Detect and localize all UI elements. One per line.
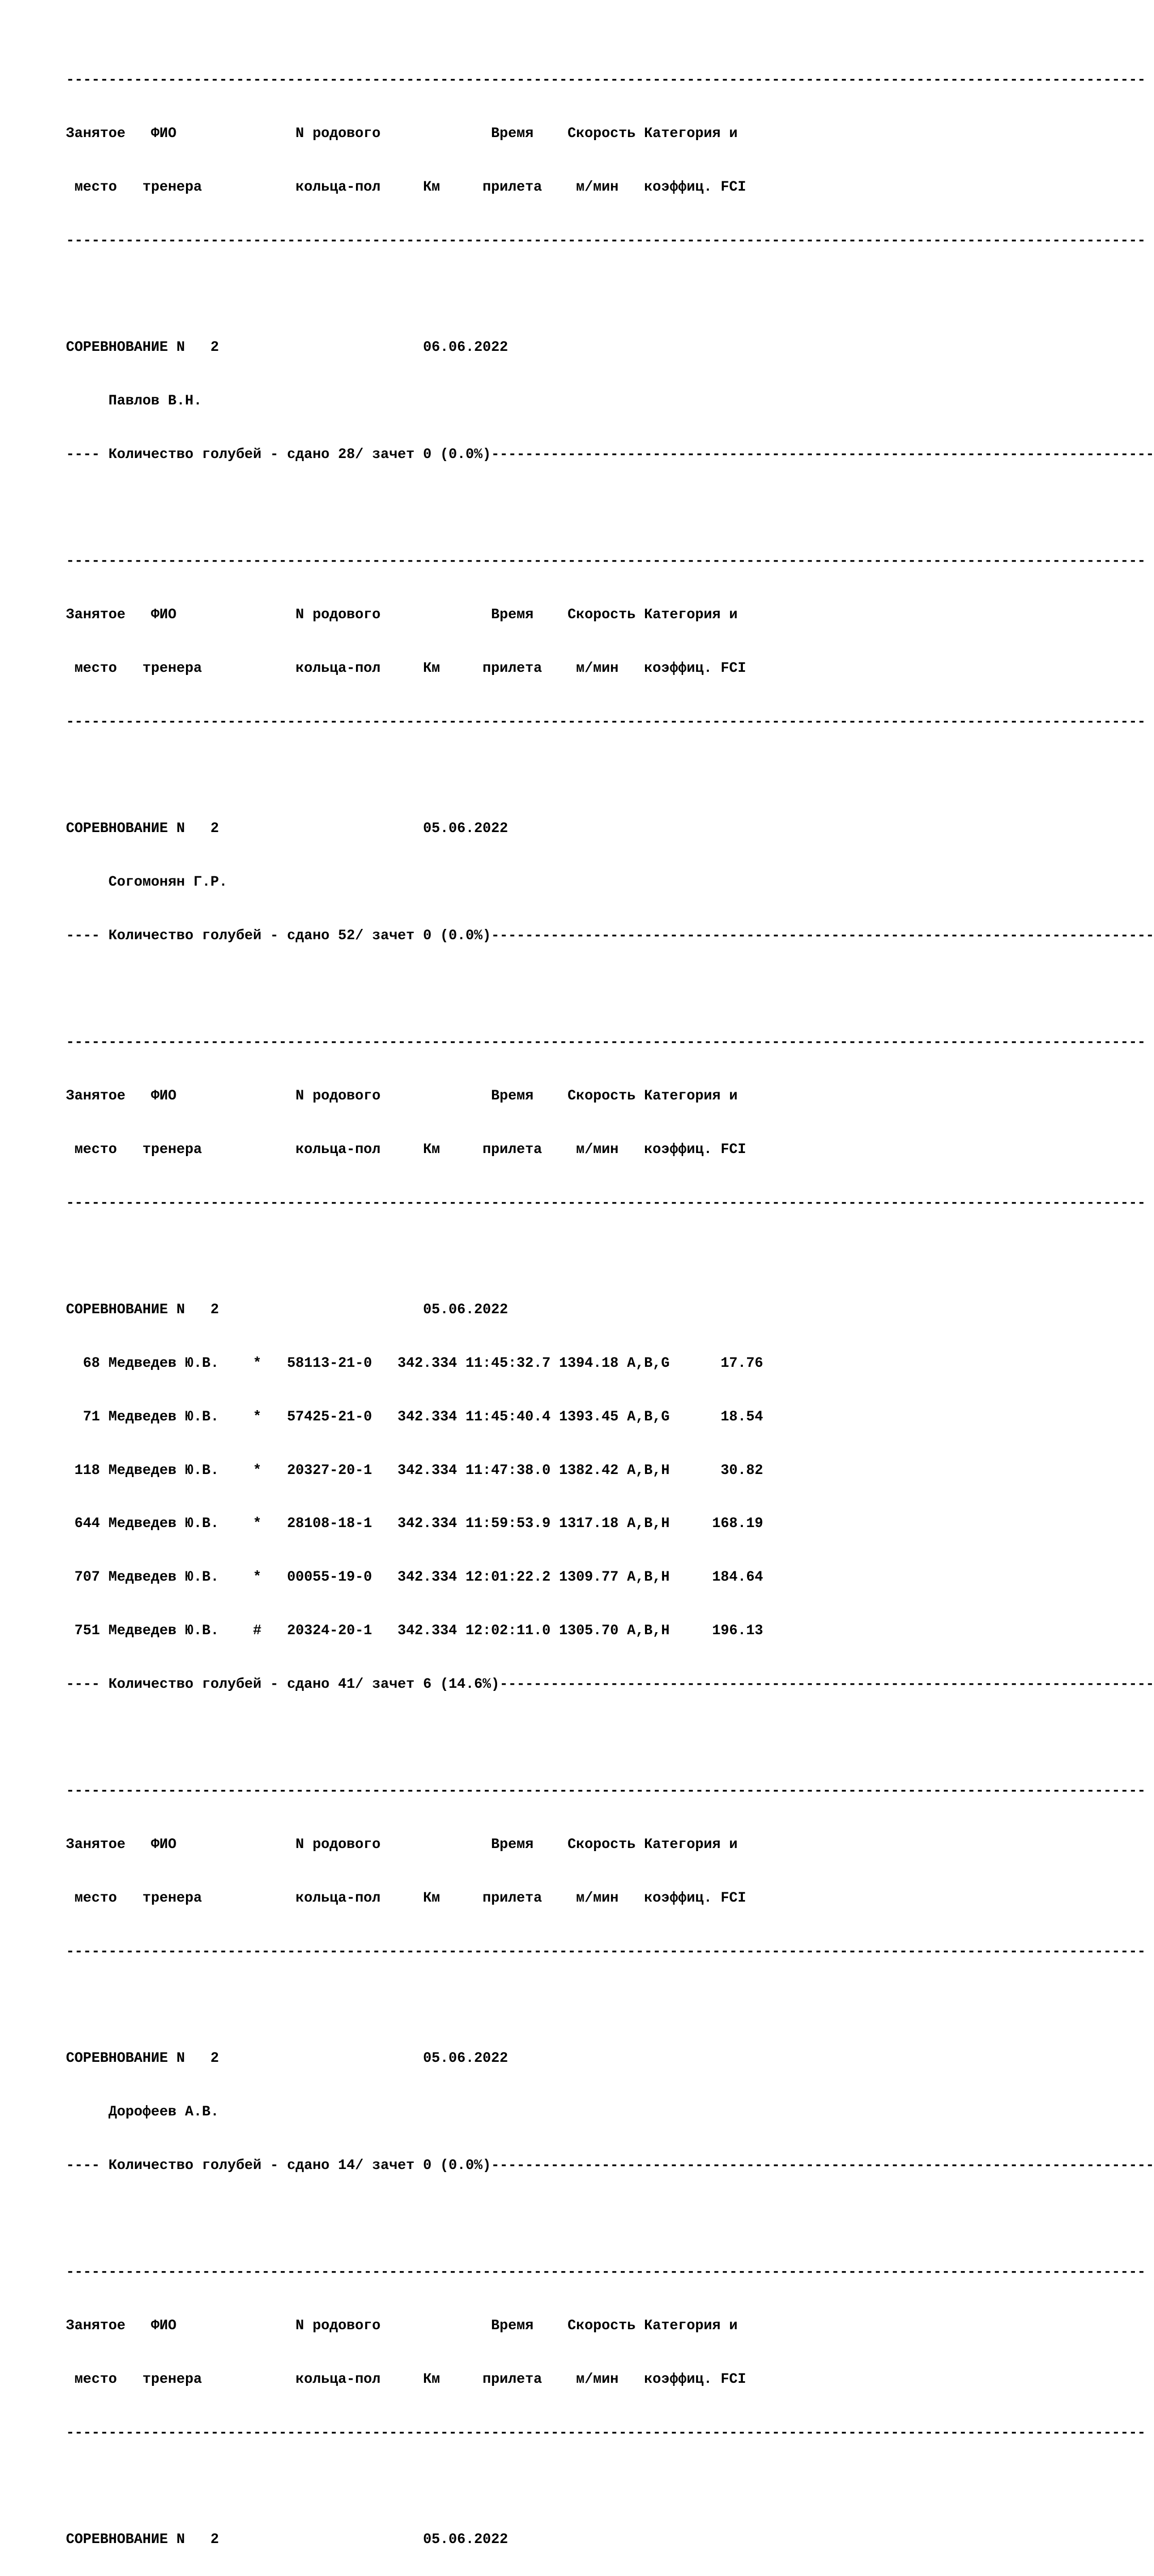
- summary-line: ---- Количество голубей - сдано 41/ зачет 6 (14.6%)-----------------------------------------------------------------------------: [66, 1676, 1154, 1692]
- result-row: 118 Медведев Ю.В. * 20327-20-1 342.334 11:47:38.0 1382.42 A,B,H 30.82: [66, 1462, 763, 1479]
- separator-line: -------------------------------------------------------------------------------------------------------------------------------: [66, 1195, 1146, 1211]
- summary-line: ---- Количество голубей - сдано 52/ зачет 0 (0.0%)------------------------------------------------------------------------------: [66, 927, 1154, 944]
- competition-section: [66, 2496, 839, 2576]
- result-row: 68 Медведев Ю.В. * 58113-21-0 342.334 11:45:32.7 1394.18 A,B,G 17.76: [66, 1355, 763, 1371]
- column-header-line-1: Занятое ФИО N родового Время Скорость Категория и: [66, 1088, 738, 1105]
- competition-title: СОРЕВНОВАНИЕ N 2 05.06.2022: [66, 1302, 508, 1318]
- result-row: 707 Медведев Ю.В. * 00055-19-0 342.334 12:01:22.2 1309.77 A,B,H 184.64: [66, 1569, 763, 1586]
- separator-line: -------------------------------------------------------------------------------------------------------------------------------: [66, 72, 1146, 89]
- column-header-line-1: Занятое ФИО N родового Время Скорость Категория и: [66, 125, 738, 142]
- separator-line: -------------------------------------------------------------------------------------------------------------------------------: [66, 553, 1146, 570]
- result-row: 751 Медведев Ю.В. # 20324-20-1 342.334 12:02:11.0 1305.70 A,B,H 196.13: [66, 1622, 763, 1639]
- competition-section: [66, 785, 1154, 981]
- column-header-line-2: место тренера кольца-пол Км прилета м/мин коэффиц. FCI: [66, 179, 746, 195]
- result-row: 71 Медведев Ю.В. * 57425-21-0 342.334 11:45:40.4 1393.45 A,B,G 18.54: [66, 1409, 763, 1425]
- column-header-line-2: место тренера кольца-пол Км прилета м/мин коэффиц. FCI: [66, 2371, 746, 2387]
- separator-line: -------------------------------------------------------------------------------------------------------------------------------: [66, 232, 1146, 249]
- column-header-line-1: Занятое ФИО N родового Время Скорость Категория и: [66, 1836, 738, 1853]
- separator-line: -------------------------------------------------------------------------------------------------------------------------------: [66, 1943, 1146, 1960]
- column-header-line-1: Занятое ФИО N родового Время Скорость Категория и: [66, 607, 738, 623]
- separator-line: -------------------------------------------------------------------------------------------------------------------------------: [66, 1035, 1146, 1051]
- competition-title: СОРЕВНОВАНИЕ N 2 05.06.2022: [66, 2532, 508, 2548]
- competition-section: [66, 1266, 1154, 1729]
- summary-line: ---- Количество голубей - сдано 14/ зачет 0 (0.0%)------------------------------------------------------------------------------: [66, 2157, 1154, 2174]
- column-header-line-2: место тренера кольца-пол Км прилета м/мин коэффиц. FCI: [66, 1141, 746, 1158]
- separator-line: -------------------------------------------------------------------------------------------------------------------------------: [66, 1783, 1146, 1800]
- column-header-line-2: место тренера кольца-пол Км прилета м/мин коэффиц. FCI: [66, 660, 746, 676]
- column-header-line-1: Занятое ФИО N родового Время Скорость Категория и: [66, 2318, 738, 2334]
- column-header-line-2: место тренера кольца-пол Км прилета м/мин коэффиц. FCI: [66, 1890, 746, 1906]
- separator-line: -------------------------------------------------------------------------------------------------------------------------------: [66, 2264, 1146, 2281]
- separator-line: -------------------------------------------------------------------------------------------------------------------------------: [66, 714, 1146, 730]
- competition-title: СОРЕВНОВАНИЕ N 2 05.06.2022: [66, 821, 508, 837]
- result-row: 644 Медведев Ю.В. * 28108-18-1 342.334 11:59:53.9 1317.18 A,B,H 168.19: [66, 1516, 763, 1532]
- competition-section: [66, 303, 1154, 500]
- trainer-name: Согомонян Г.Р.: [66, 874, 228, 890]
- summary-line: ---- Количество голубей - сдано 28/ зачет 0 (0.0%)------------------------------------------------------------------------------: [66, 446, 1154, 463]
- separator-line: -------------------------------------------------------------------------------------------------------------------------------: [66, 2425, 1146, 2441]
- trainer-name: Павлов В.Н.: [66, 393, 202, 409]
- trainer-name: Дорофеев А.В.: [66, 2104, 219, 2120]
- competition-title: СОРЕВНОВАНИЕ N 2 05.06.2022: [66, 2050, 508, 2067]
- competition-title: СОРЕВНОВАНИЕ N 2 06.06.2022: [66, 340, 508, 356]
- competition-section: [66, 2014, 1154, 2211]
- report-sheet: [66, 36, 1154, 2576]
